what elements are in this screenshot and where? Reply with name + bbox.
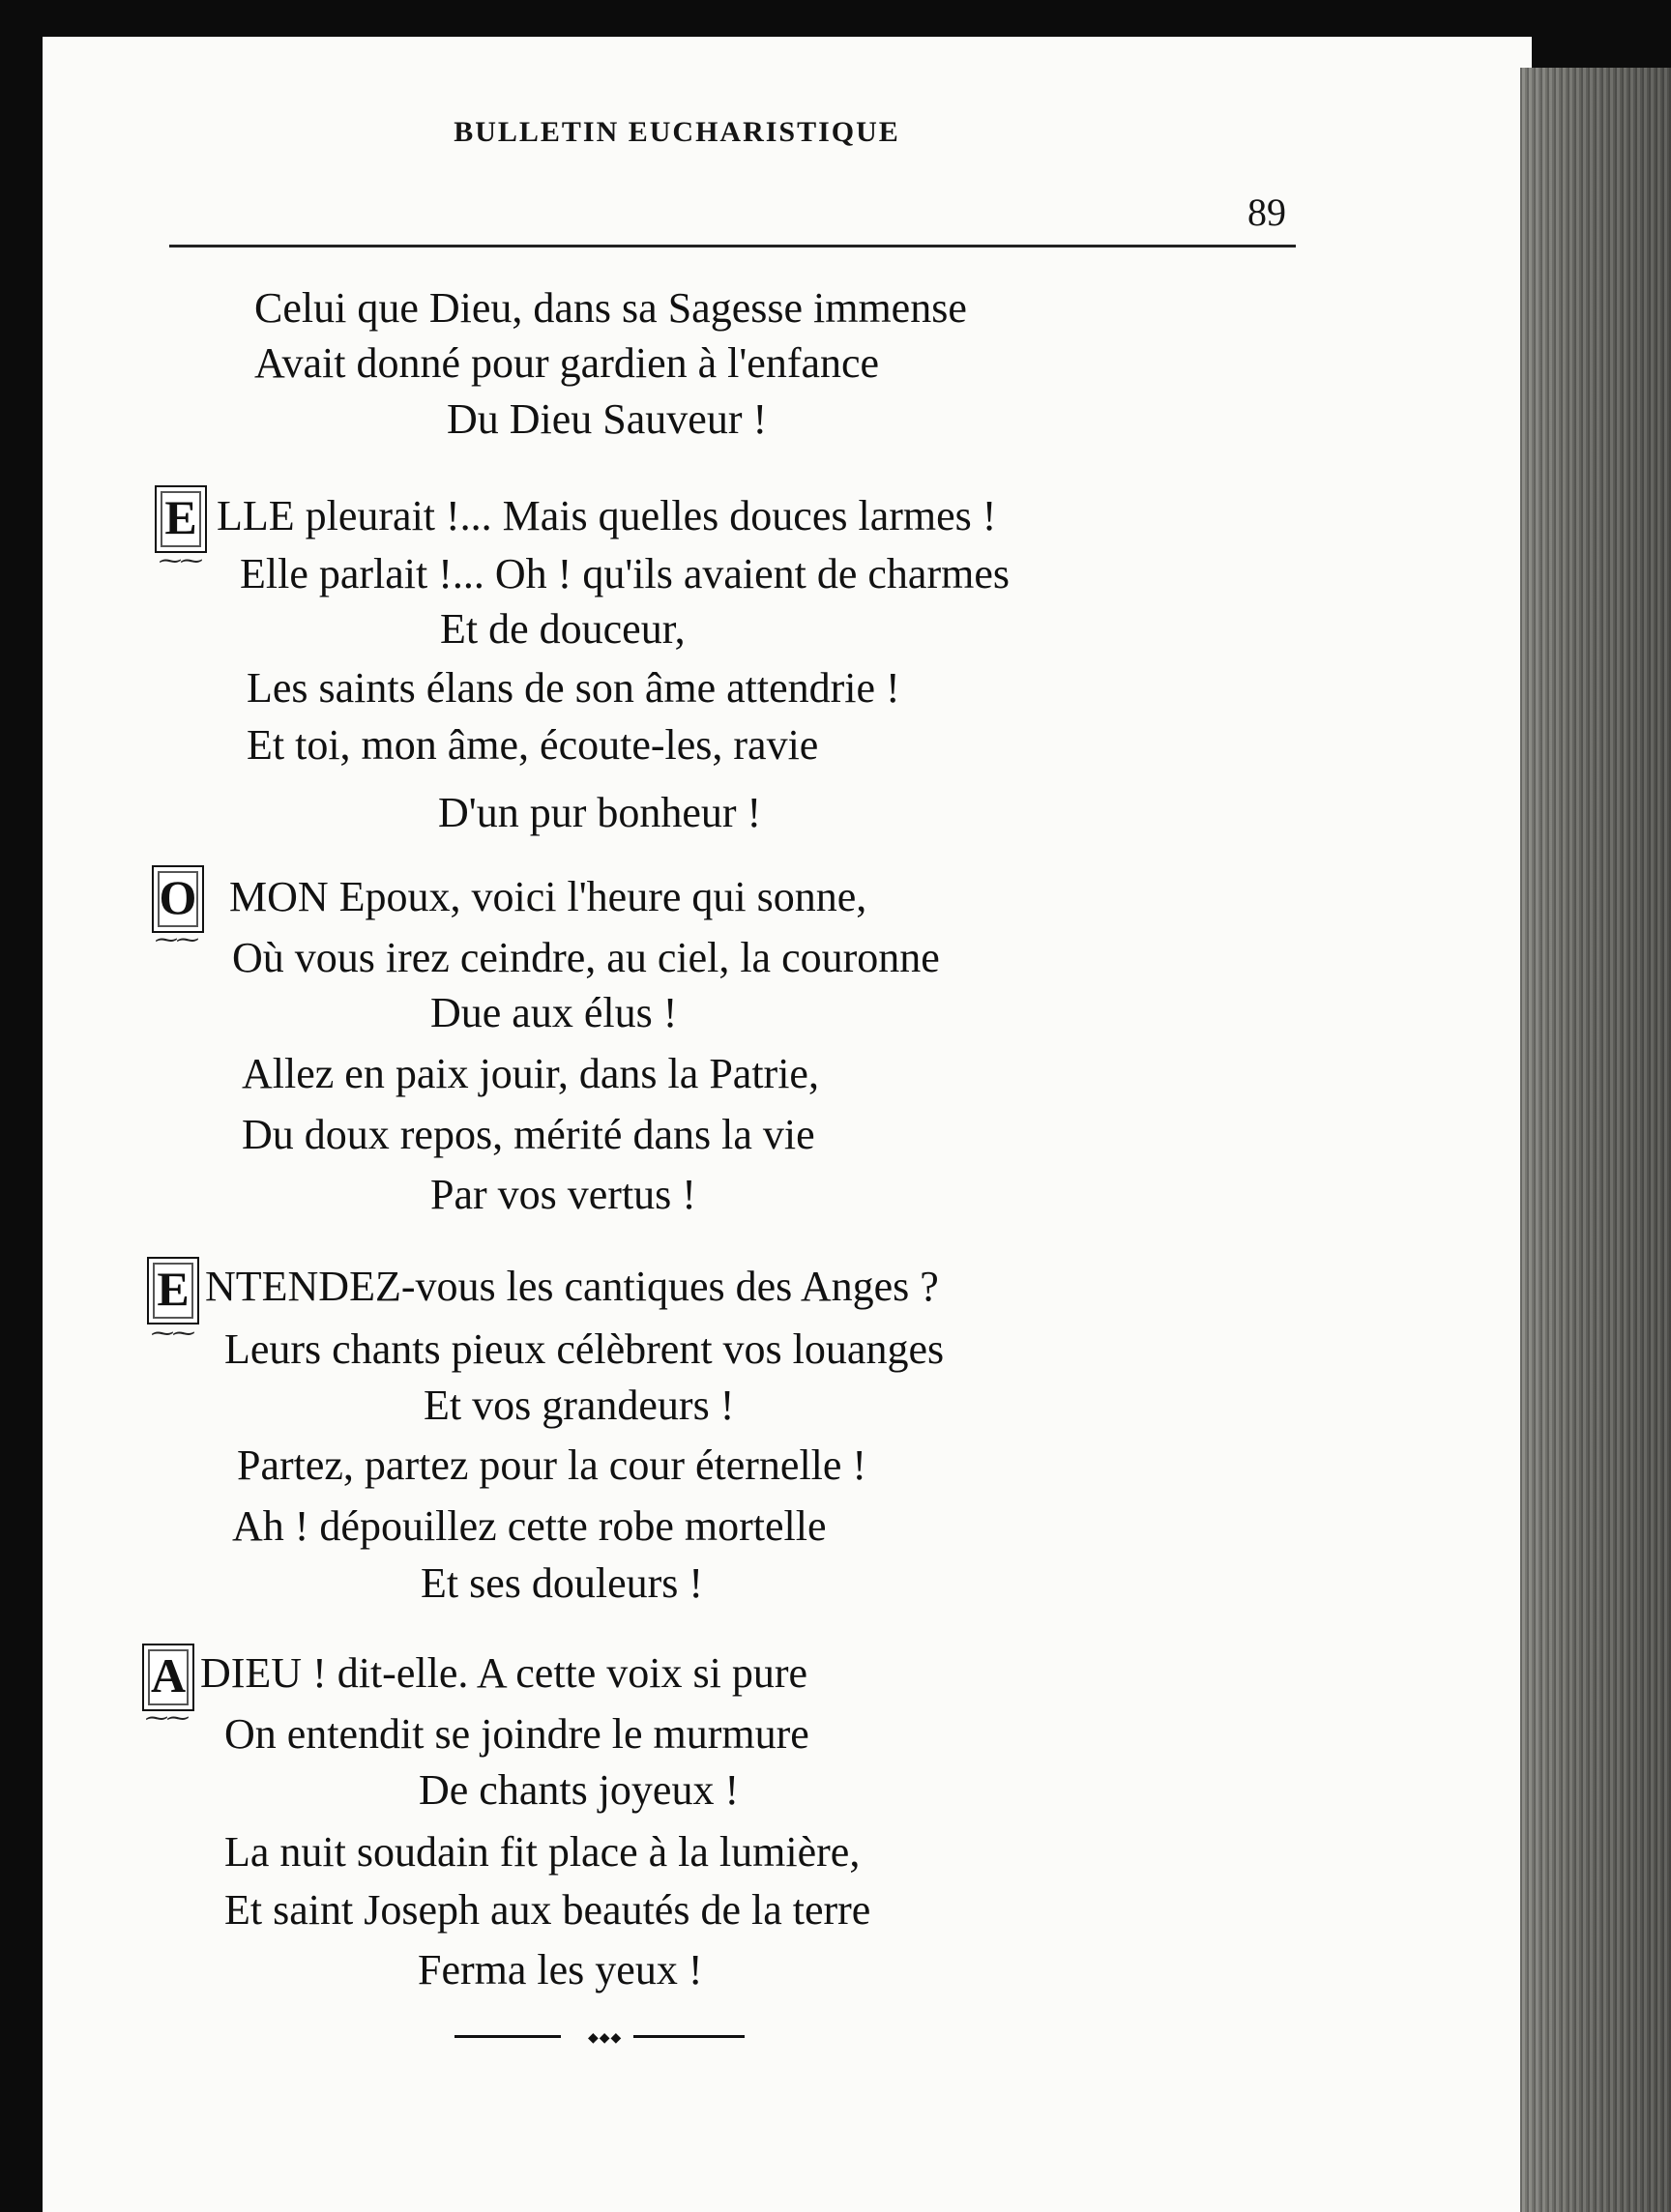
poem-line: Ah ! dépouillez cette robe mortelle [232, 1502, 827, 1550]
poem-line: Partez, partez pour la cour éternelle ! [237, 1441, 867, 1489]
running-title: BULLETIN EUCHARISTIQUE [454, 116, 900, 148]
poem-line: DIEU ! dit-elle. A cette voix si pure [200, 1649, 808, 1697]
poem-line: Où vous irez ceindre, au ciel, la couronne [232, 934, 940, 981]
poem-line: De chants joyeux ! [419, 1766, 740, 1814]
poem-line: Leurs chants pieux célèbrent vos louanges [224, 1325, 945, 1373]
poem-line: Les saints élans de son âme attendrie ! [247, 664, 900, 712]
poem-line: Et saint Joseph aux beautés de la terre [224, 1886, 871, 1934]
poem-line: Celui que Dieu, dans sa Sagesse immense [254, 284, 967, 332]
poem-line: Elle parlait !... Oh ! qu'ils avaient de charmes [240, 550, 1010, 597]
poem-line: LLE pleurait !... Mais quelles douces larmes ! [217, 492, 997, 539]
drop-cap: O [152, 865, 204, 933]
poem-line: Par vos vertus ! [430, 1171, 696, 1218]
flourish-icon: ⁓⁓ [151, 1322, 193, 1347]
diamond-ornament-icon: ◆◆◆ [588, 2031, 623, 2046]
poem-line: Ferma les yeux ! [418, 1946, 703, 1994]
poem-line: Et de douceur, [440, 605, 686, 653]
drop-cap: A [142, 1644, 194, 1711]
poem-line: Et ses douleurs ! [421, 1559, 704, 1607]
header-rule [169, 245, 1296, 247]
poem-line: D'un pur bonheur ! [438, 789, 762, 836]
page-edges [1520, 68, 1671, 2212]
poem-line: NTENDEZ-vous les cantiques des Anges ? [205, 1263, 939, 1310]
poem-line: Du Dieu Sauveur ! [447, 395, 768, 443]
poem-line: Du doux repos, mérité dans la vie [242, 1111, 815, 1158]
flourish-icon: ⁓⁓ [159, 549, 201, 574]
ornament-divider [454, 2030, 745, 2046]
poem-line: Allez en paix jouir, dans la Patrie, [242, 1050, 819, 1097]
drop-cap: E [147, 1257, 199, 1324]
drop-cap: E [155, 485, 207, 553]
poem-line: MON Epoux, voici l'heure qui sonne, [229, 873, 867, 920]
poem-line: Avait donné pour gardien à l'enfance [254, 339, 880, 387]
poem-line: Et toi, mon âme, écoute-les, ravie [247, 721, 819, 769]
poem-line: La nuit soudain fit place à la lumière, [224, 1828, 861, 1876]
flourish-icon: ⁓⁓ [145, 1706, 188, 1732]
poem-line: Due aux élus ! [430, 989, 678, 1036]
page-number: 89 [1247, 190, 1286, 234]
poem-line: Et vos grandeurs ! [424, 1382, 735, 1429]
flourish-icon: ⁓⁓ [155, 928, 197, 953]
poem-line: On entendit se joindre le murmure [224, 1710, 809, 1758]
